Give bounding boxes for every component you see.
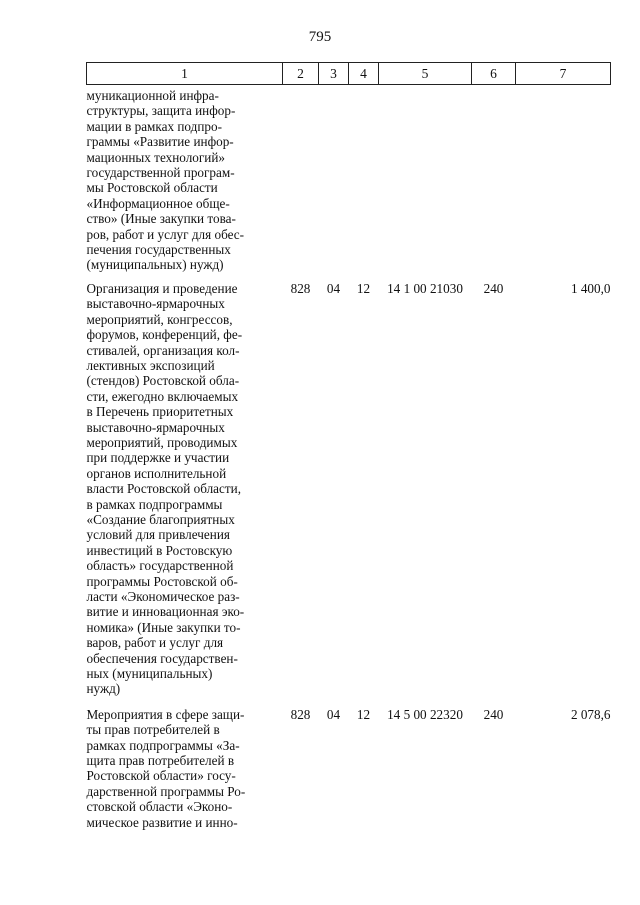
page-number: 795	[308, 29, 332, 45]
row-expense-type: 240	[483, 280, 504, 296]
header-row	[87, 63, 611, 85]
header-cell-target: 5	[379, 63, 472, 85]
header-cell-amount: 7	[516, 63, 611, 85]
table-row	[87, 85, 611, 277]
row-ministry	[283, 85, 319, 277]
row-amount	[516, 85, 611, 277]
table-row	[87, 277, 611, 703]
row-description	[87, 85, 283, 277]
header-cell-subsection: 4	[349, 63, 379, 85]
row-amount: 2 078,6	[570, 706, 611, 722]
row-target: 14 5 00 22320	[387, 706, 463, 722]
header-cell-section: 3	[319, 63, 349, 85]
row-amount: 1 400,0	[570, 280, 611, 296]
row-expense-type: 240	[483, 706, 504, 722]
header-cell-ministry: 2	[283, 63, 319, 85]
table-row	[87, 703, 611, 836]
row-description-text: муникационной инфра- структуры, защита инфор- мации в рамках подпро- граммы «Развитие инфор- мационных технологий» государственной програм- мы Ростовской области «Информационное обще- ство» (Иные закупки това- ров, работ и услуг для обес- печения государственных (муниципальных) нужд)	[86, 88, 245, 273]
header-cell-description: 1	[87, 63, 283, 85]
table-header	[87, 63, 611, 85]
row-ministry: 828	[290, 706, 311, 722]
row-target	[379, 85, 472, 277]
header-cell-expense-type: 6	[472, 63, 516, 85]
row-subsection	[349, 85, 379, 277]
row-ministry: 828	[290, 280, 311, 296]
row-description	[87, 277, 283, 703]
row-section: 04	[326, 706, 341, 722]
row-section: 04	[326, 280, 341, 296]
budget-table	[86, 62, 611, 836]
row-description-text: Организация и проведение выставочно-ярмарочных мероприятий, конгрессов, форумов, конференций, фе- стивалей, организация кол- лективных экспозиций (стендов) Ростовской обла- сти, ежегодно включаемых в Перечень приоритетных выставочно-ярмарочных мероприятий, проводимых при поддержке и участии органов исполнительной власти Ростовской области, в рамках подпрограммы «Создание благоприятных условий для привлечения инвестиций в Ростовскую область» государственной программы Ростовской об- ласти «Экономическое раз- витие и инновационная эко- номика» (Иные закупки то- варов, работ и услуг для обеспечения государствен- ных (муниципальных) нужд)	[86, 280, 245, 697]
row-description-text: Мероприятия в сфере защи- ты прав потребителей в рамках подпрограммы «За- щита прав потребителей в Ростовской области» госу- дарственной программы Ро- стовской области «Эконо- мическое развитие и инно-	[86, 706, 246, 830]
row-section	[319, 85, 349, 277]
row-expense-type	[472, 85, 516, 277]
row-target: 14 1 00 21030	[387, 280, 463, 296]
row-description	[87, 703, 283, 836]
row-subsection: 12	[356, 706, 371, 722]
table-body	[87, 85, 611, 837]
row-subsection: 12	[356, 280, 371, 296]
